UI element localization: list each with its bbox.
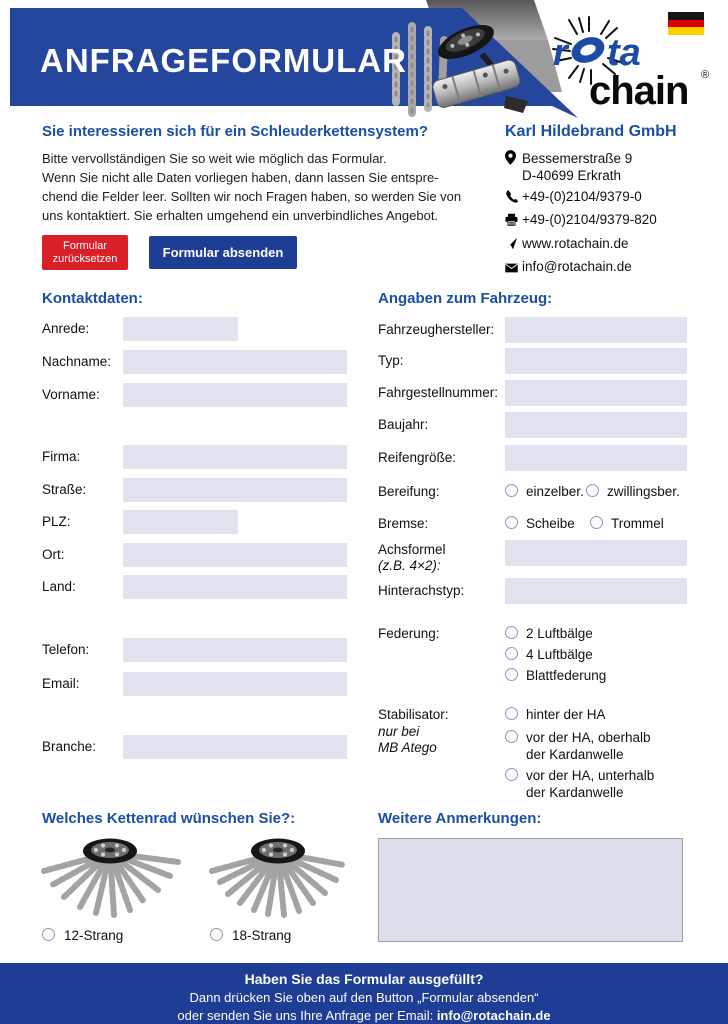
form-row-branche (42, 735, 347, 759)
stabilisator-oberhalb-label-line2: der Kardanwelle (526, 747, 624, 762)
achsformel-label-line1: Achsformel (378, 542, 446, 557)
baujahr-label: Baujahr: (378, 417, 429, 432)
intro-body (42, 149, 482, 225)
kettenrad-18strang-label: 18-Strang (232, 928, 292, 943)
reset-button-label-1: Formular (62, 239, 107, 252)
anmerkungen-section-heading: Weitere Anmerkungen: (378, 810, 542, 827)
company-fax (505, 212, 657, 229)
reifengroesse-input[interactable] (505, 445, 687, 471)
german-flag-icon (668, 12, 704, 35)
intro-body-line: Wenn Sie nicht alle Daten vorliegen haben, dann lassen Sie entspre- (42, 170, 439, 185)
vehicle-section-heading: Angaben zum Fahrzeug: (378, 290, 553, 307)
kettenrad-12-image (38, 831, 186, 923)
company-email[interactable] (505, 259, 632, 276)
form-row-hinterachstyp (378, 578, 687, 604)
intro-body-line: Bitte vervollständigen Sie so weit wie möglich das Formular. (42, 151, 387, 166)
form-row-email (42, 672, 347, 696)
phone-icon (505, 190, 522, 206)
bereifung-zwillings-label: zwillingsber. (607, 484, 680, 499)
hinterachstyp-label: Hinterachstyp: (378, 583, 465, 598)
footer-email[interactable]: info@rotachain.de (436, 1008, 551, 1023)
footer-line3 (0, 1008, 728, 1023)
contact-section-heading: Kontaktdaten: (42, 290, 143, 307)
location-pin-icon (505, 150, 522, 168)
vorname-label: Vorname: (42, 387, 100, 402)
form-row-land (42, 575, 347, 599)
bremse-trommel-radio[interactable] (590, 516, 603, 529)
ort-input[interactable] (123, 543, 347, 567)
stabilisator-hinter-label: hinter der HA (526, 707, 606, 722)
form-row-fahrzeughersteller (378, 317, 687, 343)
kettenrad-18-image (206, 831, 354, 923)
reset-button-label-2: zurücksetzen (52, 252, 118, 265)
kettenrad-12strang-radio[interactable] (42, 928, 55, 941)
form-row-strasse (42, 478, 347, 502)
company-name: Karl Hildebrand GmbH (505, 123, 677, 140)
footer-line3-text: oder senden Sie uns Ihre Anfrage per Email: (177, 1008, 437, 1023)
email-input[interactable] (123, 672, 347, 696)
federung-4luft-radio[interactable] (505, 647, 518, 660)
kettenrad-section-heading: Welches Kettenrad wünschen Sie?: (42, 810, 296, 827)
logo-text-ta: ta (607, 32, 641, 74)
envelope-icon (505, 261, 522, 276)
nachname-label: Nachname: (42, 354, 112, 369)
company-website-url: www.rotachain.de (522, 236, 629, 251)
intro-heading: Sie interessieren sich für ein Schleuderkettensystem? (42, 123, 428, 140)
anrede-label: Anrede: (42, 321, 90, 336)
fax-printer-icon (505, 213, 522, 229)
form-row-fahrgestellnummer (378, 380, 687, 406)
company-email-address: info@rotachain.de (522, 259, 632, 274)
form-row-baujahr (378, 412, 687, 438)
strasse-input[interactable] (123, 478, 347, 502)
company-website[interactable] (505, 236, 629, 253)
achsformel-label-line2: (z.B. 4×2): (378, 558, 441, 573)
form-row-vorname (42, 383, 347, 407)
federung-blatt-label: Blattfederung (526, 668, 607, 683)
stabilisator-oberhalb-label-line1: vor der HA, oberhalb (526, 730, 651, 745)
anmerkungen-textarea[interactable] (378, 838, 683, 942)
bremse-trommel-label: Trommel (611, 516, 664, 531)
land-label: Land: (42, 579, 76, 594)
branche-label: Branche: (42, 739, 97, 754)
email-label: Email: (42, 676, 80, 691)
form-row-typ (378, 348, 687, 374)
form-row-nachname (42, 350, 347, 374)
kettenrad-18strang-radio[interactable] (210, 928, 223, 941)
logo-registered-mark: ® (701, 69, 710, 81)
fahrzeughersteller-input[interactable] (505, 317, 687, 343)
stabilisator-note-line2: MB Atego (378, 740, 437, 755)
bereifung-label: Bereifung: (378, 484, 440, 499)
submit-form-button[interactable]: Formular absenden (149, 236, 297, 269)
baujahr-input[interactable] (505, 412, 687, 438)
vorname-input[interactable] (123, 383, 347, 407)
bremse-scheibe-label: Scheibe (526, 516, 575, 531)
logo-text-r: r (553, 32, 568, 74)
stabilisator-label: Stabilisator: (378, 707, 449, 722)
reifengroesse-label: Reifengröße: (378, 450, 457, 465)
form-row-reifengroesse (378, 445, 687, 471)
firma-input[interactable] (123, 445, 347, 469)
bremse-label: Bremse: (378, 516, 429, 531)
company-address-line1: Bessemerstraße 9 (522, 151, 633, 166)
telefon-label: Telefon: (42, 642, 90, 657)
company-address-line2: D-40699 Erkrath (522, 168, 622, 183)
footer-line2: Dann drücken Sie oben auf den Button „Formular absenden“ (189, 990, 539, 1005)
page-title: ANFRAGEFORMULAR (40, 42, 407, 79)
stabilisator-hinter-radio[interactable] (505, 707, 518, 720)
telefon-input[interactable] (123, 638, 347, 662)
anrede-input[interactable] (123, 317, 238, 341)
ort-label: Ort: (42, 547, 65, 562)
bereifung-zwillings-radio[interactable] (586, 484, 599, 497)
fahrzeughersteller-label: Fahrzeughersteller: (378, 322, 495, 337)
strasse-label: Straße: (42, 482, 87, 497)
stabilisator-oberhalb-radio[interactable] (505, 730, 518, 743)
plz-label: PLZ: (42, 514, 71, 529)
stabilisator-note-line1: nur bei (378, 724, 420, 739)
company-phone-number: +49-(0)2104/9379-0 (522, 189, 642, 204)
federung-label: Federung: (378, 626, 440, 641)
company-phone (505, 189, 642, 206)
company-fax-number: +49-(0)2104/9379-820 (522, 212, 657, 227)
hinterachstyp-input[interactable] (505, 578, 687, 604)
footer-bar (0, 963, 728, 1024)
footer-line1: Haben Sie das Formular ausgefüllt? (244, 971, 484, 987)
plz-input[interactable] (123, 510, 238, 534)
form-row-ort (42, 543, 347, 567)
intro-body-line: chend die Felder leer. Sollten wir noch Fragen haben, so werden Sie von (42, 189, 462, 204)
land-input[interactable] (123, 575, 347, 599)
typ-input[interactable] (505, 348, 687, 374)
form-row-anrede (42, 317, 238, 341)
federung-2luft-radio[interactable] (505, 626, 518, 639)
stabilisator-unterhalb-label-line1: vor der HA, unterhalb (526, 768, 655, 783)
reset-form-button[interactable] (42, 235, 128, 270)
logo-text-chain: chain (589, 69, 689, 110)
firma-label: Firma: (42, 449, 81, 464)
form-row-telefon (42, 638, 347, 662)
fahrgestellnummer-input[interactable] (505, 380, 687, 406)
federung-2luft-label: 2 Luftbälge (526, 626, 593, 641)
typ-label: Typ: (378, 353, 404, 368)
fahrgestellnummer-label: Fahrgestellnummer: (378, 385, 499, 400)
form-row-plz (42, 510, 238, 534)
form-row-firma (42, 445, 347, 469)
bereifung-einzel-radio[interactable] (505, 484, 518, 497)
cursor-arrow-icon (505, 237, 522, 253)
stabilisator-unterhalb-radio[interactable] (505, 768, 518, 781)
stabilisator-unterhalb-label-line2: der Kardanwelle (526, 785, 624, 800)
achsformel-input[interactable] (505, 540, 687, 566)
branche-input[interactable] (123, 735, 347, 759)
company-address (505, 150, 632, 168)
nachname-input[interactable] (123, 350, 347, 374)
intro-body-line: uns kontaktiert. Sie erhalten umgehend ein unverbindliches Angebot. (42, 208, 439, 223)
bremse-scheibe-radio[interactable] (505, 516, 518, 529)
federung-4luft-label: 4 Luftbälge (526, 647, 593, 662)
kettenrad-12strang-label: 12-Strang (64, 928, 124, 943)
federung-blatt-radio[interactable] (505, 668, 518, 681)
bereifung-einzel-label: einzelber. (526, 484, 584, 499)
